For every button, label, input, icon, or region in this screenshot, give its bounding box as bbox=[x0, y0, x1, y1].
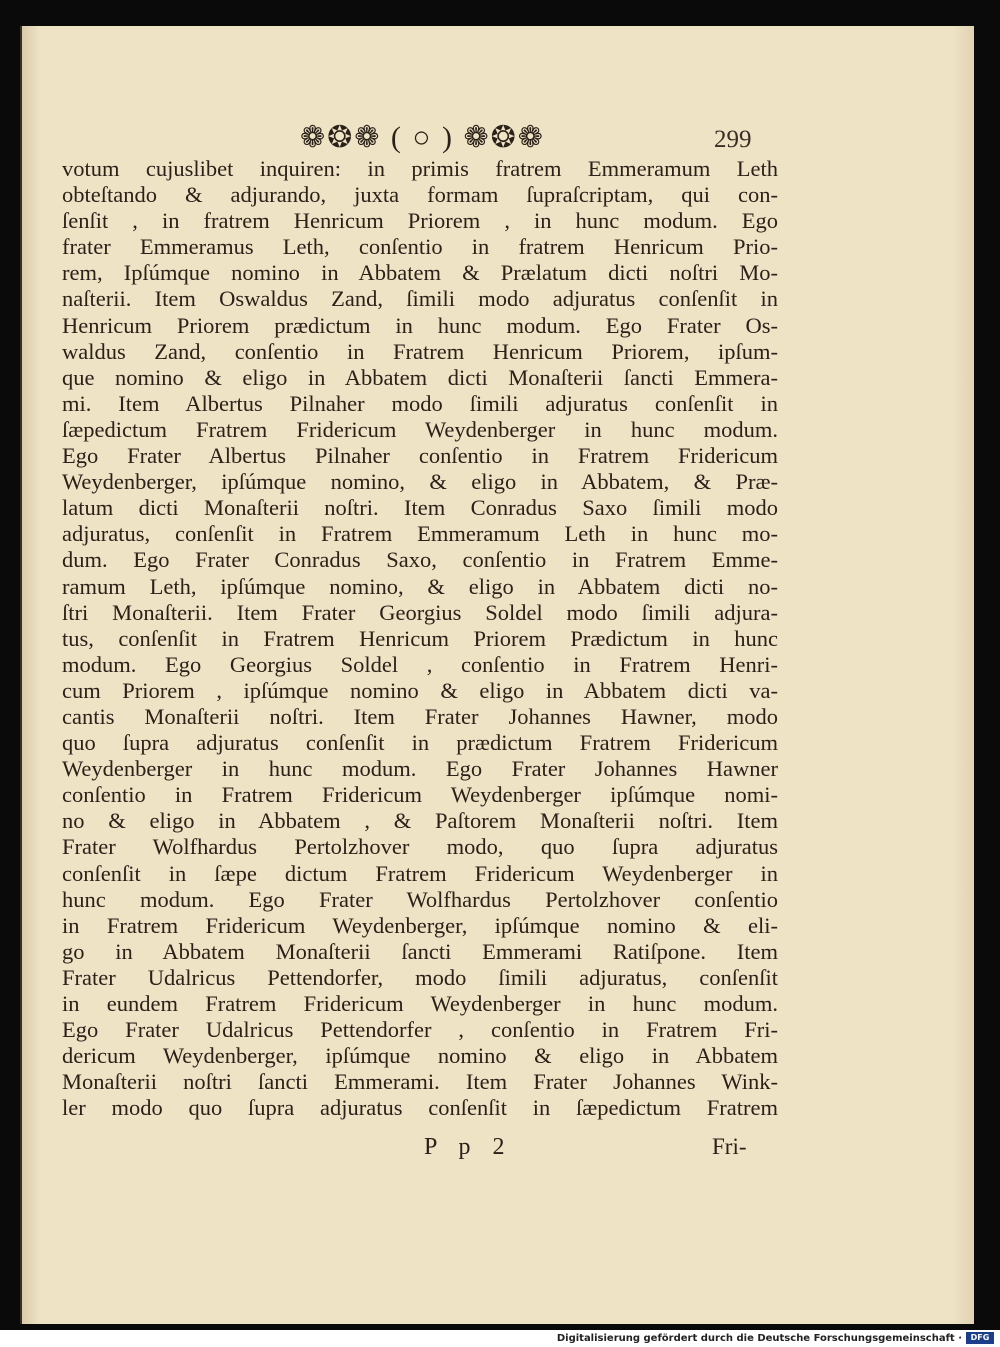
body-text bbox=[62, 156, 778, 1121]
text-line: in Fratrem Fridericum Weydenberger, ipſúmque nomino & eli- bbox=[62, 912, 778, 938]
dfg-logo-icon: DFG bbox=[966, 1332, 994, 1344]
text-line: go in Abbatem Monaſterii ſancti Emmerami Ratiſpone. Item bbox=[62, 938, 778, 964]
text-line: Frater Wolfhardus Pertolzhover modo, quo ſupra adjuratus bbox=[62, 834, 778, 860]
text-line: cantis Monaſterii noſtri. Item Frater Johannes Hawner, modo bbox=[62, 703, 778, 729]
text-line: Weydenberger, ipſúmque nomino, & eligo in Abbatem, & Præ- bbox=[62, 469, 778, 495]
text-line: latum dicti Monaſterii noſtri. Item Conradus Saxo ſimili modo bbox=[62, 495, 778, 521]
text-line: ler modo quo ſupra adjuratus conſenſit in ſæpedictum Fratrem bbox=[62, 1095, 778, 1121]
text-line: obteſtando & adjurando, juxta formam ſupraſcriptam, qui con- bbox=[62, 182, 778, 208]
text-line: Ego Frater Albertus Pilnaher conſentio in Fratrem Fridericum bbox=[62, 443, 778, 469]
header-ornament: ❁❂❁ ( ○ ) ❁❂❁ bbox=[300, 121, 545, 154]
text-line: ſenſit , in fratrem Henricum Priorem , in hunc modum. Ego bbox=[62, 208, 778, 234]
book-page bbox=[20, 26, 974, 1324]
text-line: conſentio in Fratrem Fridericum Weydenberger ipſúmque nomi- bbox=[62, 782, 778, 808]
text-line: ſtri Monaſterii. Item Frater Georgius Soldel modo ſimili adjura- bbox=[62, 599, 778, 625]
text-line: mi. Item Albertus Pilnaher modo ſimili adjuratus conſenſit in bbox=[62, 390, 778, 416]
text-line: modum. Ego Georgius Soldel , conſentio in Fratrem Henri- bbox=[62, 651, 778, 677]
catchword: Fri- bbox=[712, 1134, 747, 1159]
page-header bbox=[22, 120, 974, 160]
text-line: waldus Zand, conſentio in Fratrem Henricum Priorem, ipſum- bbox=[62, 338, 778, 364]
text-line: Frater Udalricus Pettendorfer, modo ſimili adjuratus, conſenſit bbox=[62, 964, 778, 990]
signature-mark: P p 2 bbox=[424, 1134, 513, 1160]
text-line: Ego Frater Udalricus Pettendorfer , conſentio in Fratrem Fri- bbox=[62, 1017, 778, 1043]
text-line: cum Priorem , ipſúmque nomino & eligo in Abbatem dicti va- bbox=[62, 677, 778, 703]
page-footer bbox=[22, 1134, 974, 1168]
text-line: quo ſupra adjuratus conſenſit in prædictum Fratrem Fridericum bbox=[62, 730, 778, 756]
text-line: Weydenberger in hunc modum. Ego Frater Johannes Hawner bbox=[62, 756, 778, 782]
text-line: rem, Ipſúmque nomino in Abbatem & Prælatum dicti noſtri Mo- bbox=[62, 260, 778, 286]
text-line: conſenſit in ſæpe dictum Fratrem Fridericum Weydenberger in bbox=[62, 860, 778, 886]
text-line: adjuratus, conſenſit in Fratrem Emmeramum Leth in hunc mo- bbox=[62, 521, 778, 547]
text-line: ramum Leth, ipſúmque nomino, & eligo in Abbatem dicti no- bbox=[62, 573, 778, 599]
page-number: 299 bbox=[714, 126, 752, 153]
text-line: Henricum Priorem prædictum in hunc modum. Ego Frater Os- bbox=[62, 312, 778, 338]
text-line: votum cujuslibet inquiren: in primis fratrem Emmeramum Leth bbox=[62, 156, 778, 181]
text-line: no & eligo in Abbatem , & Paſtorem Monaſterii noſtri. Item bbox=[62, 808, 778, 834]
text-line: dum. Ego Frater Conradus Saxo, conſentio in Fratrem Emme- bbox=[62, 547, 778, 573]
text-line: frater Emmeramus Leth, conſentio in fratrem Henricum Prio- bbox=[62, 234, 778, 260]
text-line: que nomino & eligo in Abbatem dicti Monaſterii ſancti Emmera- bbox=[62, 364, 778, 390]
text-line: ſæpedictum Fratrem Fridericum Weydenberger in hunc modum. bbox=[62, 416, 778, 442]
credit-text: Digitalisierung gefördert durch die Deutsche Forschungsgemeinschaft · bbox=[556, 1333, 962, 1344]
text-line: tus, conſenſit in Fratrem Henricum Priorem Prædictum in hunc bbox=[62, 625, 778, 651]
text-line: Monaſterii noſtri ſancti Emmerami. Item Frater Johannes Wink- bbox=[62, 1069, 778, 1095]
digitization-credit-bar bbox=[0, 1330, 1000, 1347]
text-line: dericum Weydenberger, ipſúmque nomino & eligo in Abbatem bbox=[62, 1043, 778, 1069]
text-line: in eundem Fratrem Fridericum Weydenberger in hunc modum. bbox=[62, 991, 778, 1016]
text-line: hunc modum. Ego Frater Wolfhardus Pertolzhover conſentio bbox=[62, 886, 778, 912]
text-line: naſterii. Item Oswaldus Zand, ſimili modo adjuratus conſenſit in bbox=[62, 286, 778, 312]
